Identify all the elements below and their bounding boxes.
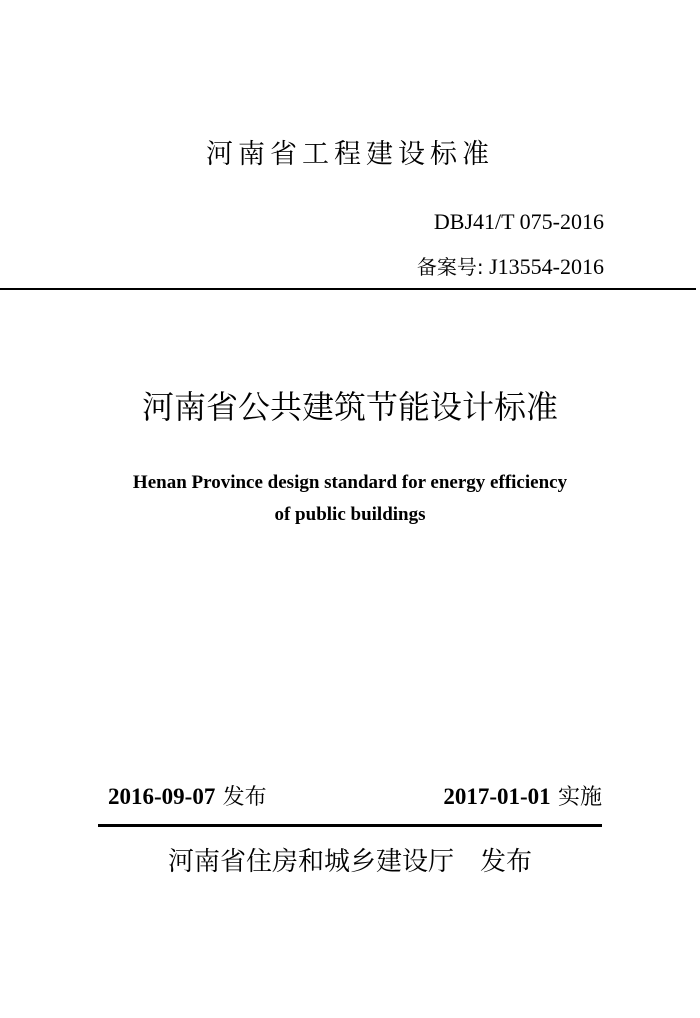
english-title-line-2: of public buildings [274, 504, 426, 525]
header-divider [0, 288, 696, 290]
english-title-line-1: Henan Province design standard for energy efficiency [132, 472, 568, 493]
record-number-line [417, 251, 604, 283]
publisher-action: 发布 [480, 847, 533, 877]
issue-date: 2016-09-07 [108, 784, 216, 809]
document-title: 河南省公共建筑节能设计标准 [141, 388, 558, 426]
publisher-name: 河南省住房和城乡建设厅 [167, 847, 454, 877]
standard-code: DBJ41/T 075-2016 [433, 209, 604, 234]
publisher-line [0, 843, 700, 881]
record-label: 备案号 [416, 255, 477, 279]
issue-date-line [108, 780, 267, 815]
record-number: J13554-2016 [489, 254, 604, 279]
footer-divider [98, 824, 602, 827]
effective-date-line [443, 780, 602, 815]
effective-date: 2017-01-01 [443, 784, 551, 809]
series-title: 河南省工程建设标准 [206, 139, 494, 170]
issue-label: 发布 [222, 785, 267, 810]
record-separator: : [476, 255, 484, 279]
effective-label: 实施 [557, 785, 602, 810]
english-title [0, 467, 700, 531]
